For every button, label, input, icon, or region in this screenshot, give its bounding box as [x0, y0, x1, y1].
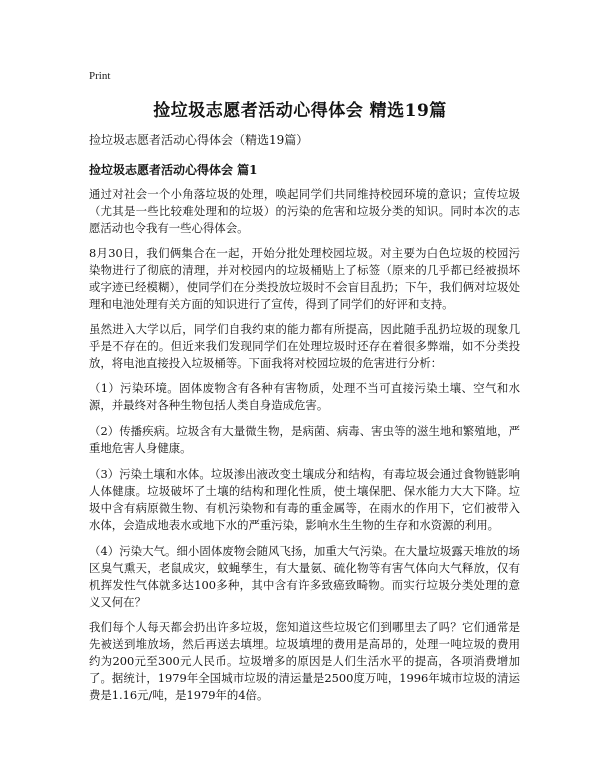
paragraph-analysis: 虽然进入大学以后，同学们自我约束的能力都有所提高，因此随手乱扔垃圾的现象几乎是不存在的。但近来我们发现同学们在处理垃圾时还存在着很多弊端，如不分类投放，将电池直接投入垃圾桶等。下面我将对校园垃圾的危害进行分析：: [89, 322, 520, 370]
section-heading: 捡垃圾志愿者活动心得体会 篇1: [89, 163, 258, 177]
paragraph-air: （4）污染大气。细小固体废物会随风飞扬，加重大气污染。在大量垃圾露天堆放的场区臭气熏天，老鼠成灾，蚊蝇孳生，有大量氨、硫化物等有害气体向大气释放，仅有机挥发性气体就多达100多种，其中含有许多致癌致畸物。而实行垃圾分类处理的意义又何在？: [89, 544, 520, 609]
paragraph-disease: （2）传播疾病。垃圾含有大量微生物，是病菌、病毒、害虫等的滋生地和繁殖地，严重地危害人身健康。: [89, 424, 520, 455]
document-subtitle: 捡垃圾志愿者活动心得体会（精选19篇）: [89, 133, 309, 147]
print-link[interactable]: Print: [89, 70, 111, 82]
paragraph-pollution-environment: （1）污染环境。固体废物含有各种有害物质，处理不当可直接污染土壤、空气和水源，并最终对各种生物包括人类自身造成危害。: [89, 381, 520, 412]
page-title: 捡垃圾志愿者活动心得体会 精选19篇: [153, 101, 447, 121]
paragraph-intro: 通过对社会一个小角落垃圾的处理，唤起同学们共同维持校园环境的意识；宣传垃圾（尤其是一些比较难处理和的垃圾）的污染的危害和垃圾分类的知识。同时本次的志愿活动也令我有一些心得体会。: [89, 187, 520, 235]
paragraph-soil-water: （3）污染土壤和水体。垃圾渗出液改变土壤成分和结构，有毒垃圾会通过食物链影响人体健康。垃圾破坏了土壤的结构和理化性质，使土壤保肥、保水能力大大下降。垃圾中含有病原微生物、有机污染物和有毒的重金属等，在雨水的作用下，它们被带入水体，会造成地表水或地下水的严重污染，影响水生生物的生存和水资源的利用。: [89, 467, 520, 532]
paragraph-activity: 8月30日，我们俩集合在一起，开始分批处理校园垃圾。对主要为白色垃圾的校园污染物进行了彻底的清理，并对校园内的垃圾桶贴上了标签（原来的几乎都已经被损坏或字迹已经模糊），使同学们在分类投放垃圾时不会盲目乱扔；下午，我们俩对垃圾处理和电池处理有关方面的知识进行了宣传，得到了同学们的好评和支持。: [89, 246, 520, 311]
paragraph-cost: 我们每个人每天都会扔出许多垃圾，您知道这些垃圾它们到哪里去了吗？它们通常是先被送到堆放场，然后再送去填埋。垃圾填埋的费用是高昂的，处理一吨垃圾的费用约为200元至300元人民币。垃圾增多的原因是人们生活水平的提高，各项消费增加了。据统计，1979年全国城市垃圾的清运量是2500度万吨，1996年城市垃圾的清运费是1.16元/吨，是1979年的4倍。: [89, 620, 520, 702]
